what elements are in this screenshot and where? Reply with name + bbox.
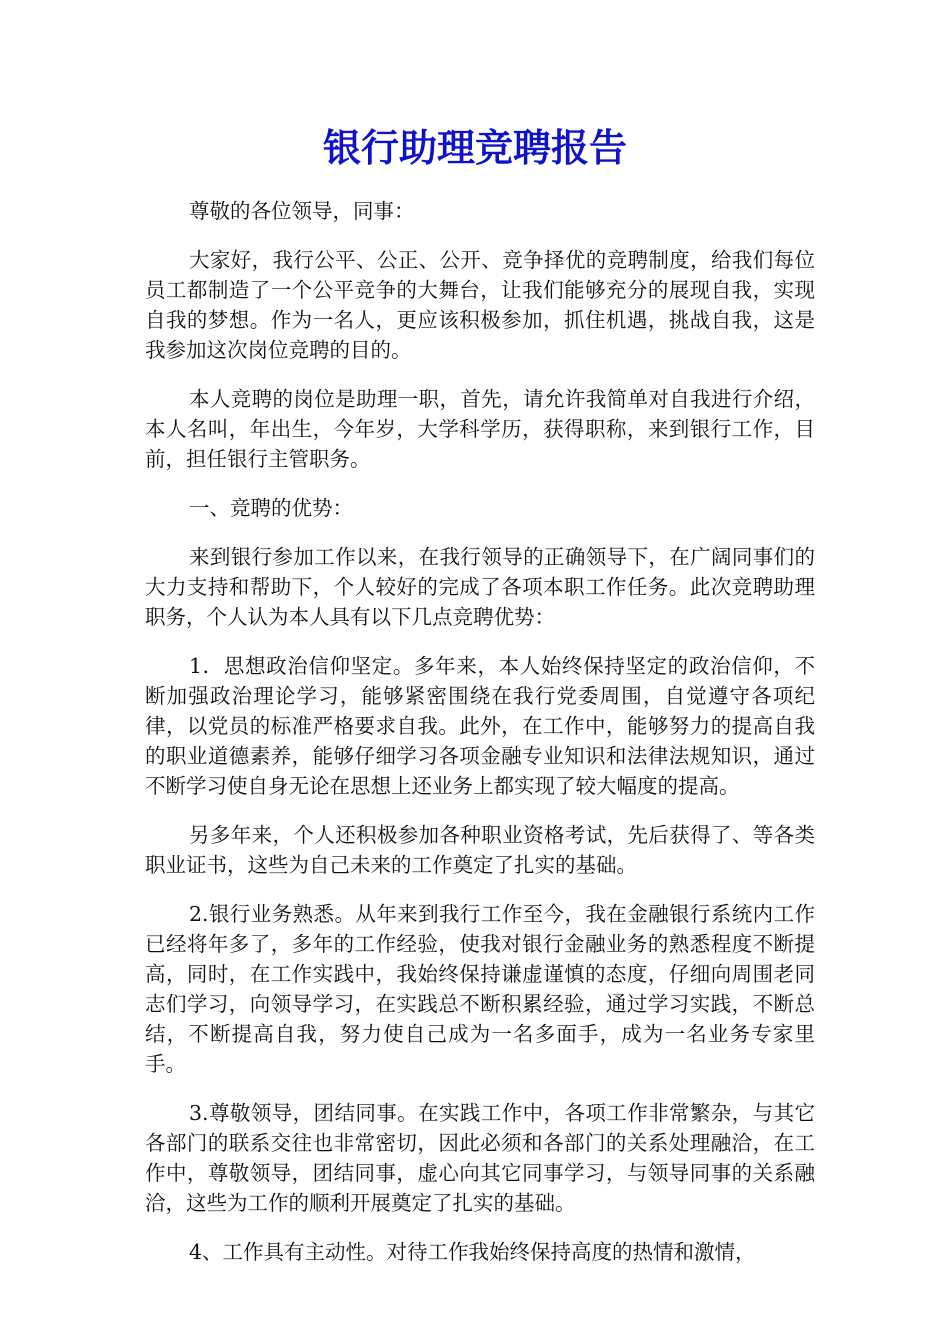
paragraph-point-3: 3.尊敬领导，团结同事。在实践工作中，各项工作非常繁杂，与其它各部门的联系交往也非常密切，因此必须和各部门的关系处理融洽，在工作中，尊敬领导，团结同事，虚心向其它同事学习，与领导同事的关系融洽，这些为工作的顺利开展奠定了扎实的基础。 bbox=[145, 1101, 815, 1215]
paragraph-advantages-intro: 来到银行参加工作以来，在我行领导的正确领导下，在广阔同事们的大力支持和帮助下，个人较好的完成了各项本职工作任务。此次竞聘助理职务，个人认为本人具有以下几点竞聘优势： bbox=[145, 545, 815, 629]
paragraph-point-1: 1．思想政治信仰坚定。多年来，本人始终保持坚定的政治信仰，不断加强政治理论学习，能够紧密围绕在我行党委周围，自觉遵守各项纪律，以党员的标准严格要求自我。此外，在工作中，能够努力的提高自我的职业道德素养，能够仔细学习各项金融专业知识和法律法规知识，通过不断学习使自身无论在思想上还业务上都实现了较大幅度的提高。 bbox=[145, 654, 815, 798]
section-heading-advantages: 一、竞聘的优势： bbox=[189, 496, 353, 520]
paragraph-self-introduction: 本人竞聘的岗位是助理一职，首先，请允许我简单对自我进行介绍，本人名叫，年出生，今年岁，大学科学历，获得职称，来到银行工作，目前，担任银行主管职务。 bbox=[145, 387, 815, 471]
document-title: 银行助理竞聘报告 bbox=[322, 125, 627, 170]
paragraph-point-2: 2.银行业务熟悉。从年来到我行工作至今，我在金融银行系统内工作已经将年多了，多年的工作经验，使我对银行金融业务的熟悉程度不断提高，同时，在工作实践中，我始终保持谦虚谨慎的态度，仔细向周围老同志们学习，向领导学习，在实践总不断积累经验，通过学习实践，不断总结，不断提高自我，努力使自己成为一名多面手，成为一名业务专家里手。 bbox=[145, 902, 815, 1076]
paragraph-certificates: 另多年来，个人还积极参加各种职业资格考试，先后获得了、等各类职业证书，这些为自己未来的工作奠定了扎实的基础。 bbox=[145, 823, 815, 877]
paragraph-intro: 大家好，我行公平、公正、公开、竞争择优的竞聘制度，给我们每位员工都制造了一个公平竞争的大舞台，让我们能够充分的展现自我，实现自我的梦想。作为一名人，更应该积极参加，抓住机遇，挑战自我，这是我参加这次岗位竞聘的目的。 bbox=[145, 248, 815, 362]
document-body bbox=[145, 196, 815, 1286]
paragraph-point-4: 4、工作具有主动性。对待工作我始终保持高度的热情和激情， bbox=[189, 1240, 756, 1264]
paragraph-salutation: 尊敬的各位领导，同事： bbox=[189, 199, 415, 223]
